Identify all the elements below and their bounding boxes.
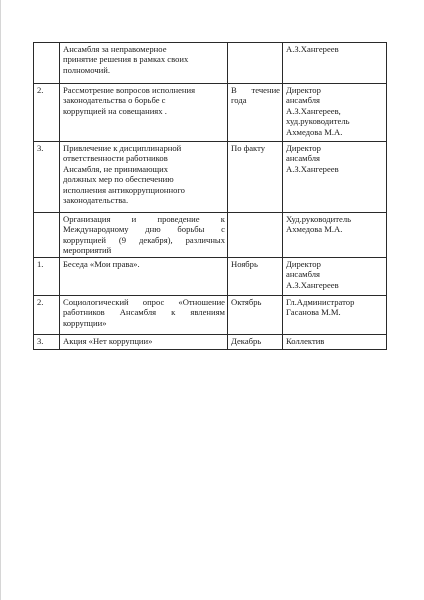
event-cell-line: принятие решения в рамках своих <box>63 54 189 65</box>
table-row <box>34 84 387 142</box>
responsible-cell <box>283 258 387 296</box>
row-number-text: 2. <box>37 297 44 307</box>
term-cell-line: В течение <box>231 85 280 95</box>
responsible-cell-line: А.З.Хангереев <box>286 163 339 174</box>
term-cell <box>228 84 283 142</box>
responsible-cell-line: ансамбля <box>286 95 320 106</box>
row-number <box>34 296 60 335</box>
term-cell <box>228 43 283 84</box>
event-cell-line: коррупцией (9 декабря), различных <box>63 234 225 245</box>
table-row <box>34 258 387 296</box>
event-cell <box>60 43 228 84</box>
row-number <box>34 213 60 258</box>
responsible-cell-line: Коллектив <box>286 336 325 346</box>
event-cell-line: полномочий. <box>63 64 110 75</box>
responsible-cell-line: Худ.руководитель <box>286 214 352 224</box>
event-cell <box>60 258 228 296</box>
event-cell-line: Беседа «Мои права». <box>63 259 140 269</box>
event-cell-line: коррупцией на совещаниях . <box>63 105 167 116</box>
responsible-cell-line: Ахмедова М.А. <box>286 224 343 235</box>
term-cell-line: года <box>231 95 247 106</box>
responsible-cell-line: ансамбля <box>286 153 320 164</box>
event-cell-line: коррупции» <box>63 317 107 328</box>
responsible-cell-line: худ.руководитель <box>286 116 350 127</box>
term-cell-line: Ноябрь <box>231 259 258 269</box>
term-cell-line: Декабрь <box>231 336 262 346</box>
responsible-cell-line: А.З.Хангереев, <box>286 105 341 116</box>
event-cell-line: должных мер по обеспечению <box>63 174 174 185</box>
row-number-text: 3. <box>37 143 44 153</box>
table-row <box>34 43 387 84</box>
event-cell-line: Социологический опрос «Отношение <box>63 297 225 307</box>
term-cell <box>228 213 283 258</box>
event-cell-line: мероприятий <box>63 245 112 256</box>
table-row <box>34 213 387 258</box>
event-cell <box>60 296 228 335</box>
anticorruption-plan-table <box>33 42 387 350</box>
responsible-cell <box>283 213 387 258</box>
responsible-cell <box>283 335 387 350</box>
term-cell-line: По факту <box>231 143 266 153</box>
row-number <box>34 335 60 350</box>
row-number-text: 3. <box>37 336 44 346</box>
responsible-cell-line: Директор <box>286 85 321 95</box>
plan-table-body <box>34 43 387 350</box>
term-cell-line: Октябрь <box>231 297 262 307</box>
term-cell <box>228 258 283 296</box>
responsible-cell-line: А.З.Хангереев <box>286 279 339 290</box>
event-cell <box>60 84 228 142</box>
responsible-cell-line: Гасанова М.М. <box>286 307 341 318</box>
event-cell-line: Привлечение к дисциплинарной <box>63 143 182 153</box>
responsible-cell-line: Гл.Администратор <box>286 297 355 307</box>
event-cell-line: Международному дню борьбы с <box>63 224 225 235</box>
event-cell-line: исполнения антикоррупционного <box>63 184 185 195</box>
term-cell <box>228 335 283 350</box>
event-cell <box>60 142 228 213</box>
row-number-text: 2. <box>37 85 44 95</box>
responsible-cell-line: Директор <box>286 259 321 269</box>
row-number-text: 1. <box>37 259 44 269</box>
event-cell <box>60 335 228 350</box>
row-number <box>34 43 60 84</box>
responsible-cell <box>283 296 387 335</box>
responsible-cell-line: Директор <box>286 143 321 153</box>
responsible-cell <box>283 84 387 142</box>
event-cell-line: Рассмотрение вопросов исполнения <box>63 85 196 95</box>
responsible-cell-line: А.З.Хангереев <box>286 44 339 54</box>
table-row <box>34 142 387 213</box>
event-cell-line: Ансамбля, не принимающих <box>63 163 169 174</box>
row-number <box>34 84 60 142</box>
event-cell-line: Акция «Нет коррупции» <box>63 336 153 346</box>
responsible-cell-line: Ахмедова М.А. <box>286 126 343 137</box>
term-cell <box>228 142 283 213</box>
responsible-cell <box>283 142 387 213</box>
event-cell-line: Организация и проведение к <box>63 214 225 224</box>
row-number <box>34 258 60 296</box>
event-cell-line: законодательства о борьбе с <box>63 95 166 106</box>
event-cell-line: Ансамбля за неправомерное <box>63 44 167 54</box>
event-cell-line: законодательства. <box>63 195 129 206</box>
event-cell <box>60 213 228 258</box>
table-row <box>34 335 387 350</box>
responsible-cell <box>283 43 387 84</box>
table-row <box>34 296 387 335</box>
row-number <box>34 142 60 213</box>
event-cell-line: ответственности работников <box>63 153 168 164</box>
responsible-cell-line: ансамбля <box>286 269 320 280</box>
event-cell-line: работников Ансамбля к явлениям <box>63 307 225 318</box>
term-cell <box>228 296 283 335</box>
